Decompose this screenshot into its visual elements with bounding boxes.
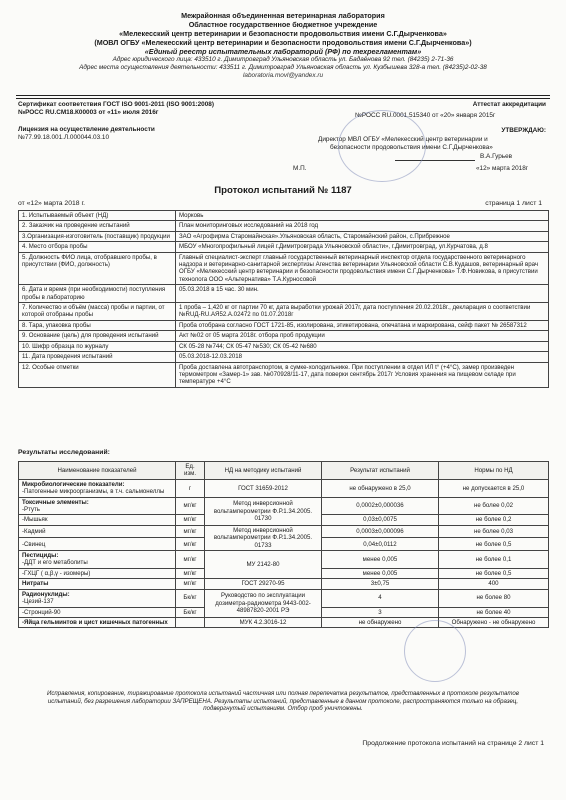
table-row bbox=[19, 303, 549, 321]
header-line: Областное государственное бюджетное учреждение bbox=[188, 20, 378, 29]
unit-cell bbox=[176, 617, 205, 627]
norm-cell: не более 0,5 bbox=[439, 568, 549, 578]
result-cell: 4 bbox=[322, 589, 439, 607]
header-line: Межрайонная объединенная ветеринарная лаборатория bbox=[181, 11, 385, 20]
results-table bbox=[18, 461, 549, 628]
field-value: МБОУ «Многопрофильный лицей г.Димитровграда Ульяновской области», г.Димитровград, ул.Курчатова, д.8 bbox=[176, 242, 549, 252]
indicator-name: -Мышьяк bbox=[19, 515, 176, 525]
result-cell: не обнаружено bbox=[322, 617, 439, 627]
column-header: Нормы по НД bbox=[439, 462, 549, 480]
sample-info-table bbox=[18, 210, 549, 388]
cert-number: №РОСС RU.СМ18.К00003 от «11» июля 2016г bbox=[18, 109, 159, 116]
mp-label: М.П. bbox=[293, 165, 307, 172]
table-row bbox=[19, 362, 549, 387]
unit-cell: мг/кг bbox=[176, 525, 205, 538]
page-number: страница 1 лист 1 bbox=[485, 200, 542, 207]
norm-cell: не более 0,1 bbox=[439, 551, 549, 569]
indicator-name: -ГХЦГ ( α,β,γ - изомеры) bbox=[19, 568, 176, 578]
unit-cell: Бк/кг bbox=[176, 589, 205, 607]
divider bbox=[16, 95, 550, 96]
license-title: Лицензия на осуществление деятельности bbox=[18, 126, 155, 133]
protocol-title: Протокол испытаний № 1187 bbox=[214, 185, 352, 196]
disclaimer: Исправления, копирование, тиражирование протокола испытаний частичная или полная перепечатка результатов, представленных в протоколе результатов испытаний, без разрешения лаборатории ЗАПРЕЩЕНА. Результаты испытаний, представленные в данном протоколе, распространяются только на образец, подвергнутый испытаниям. Отбор проб уничтожены. bbox=[47, 690, 519, 713]
norm-cell: не более 0,02 bbox=[439, 497, 549, 515]
header-line: «Единый реестр испытательных лабораторий (РФ) по техрегламентам» bbox=[144, 47, 422, 56]
indicator-name: -ДДТ и его метаболиты bbox=[22, 559, 88, 567]
field-label: 10. Шифр образца по журналу bbox=[19, 341, 176, 351]
table-row bbox=[19, 285, 549, 303]
result-cell: 0,0002±0,000036 bbox=[322, 497, 439, 515]
field-value: План мониторинговых исследований на 2018 год bbox=[176, 221, 549, 231]
norm-cell: 400 bbox=[439, 579, 549, 589]
table-row bbox=[19, 252, 549, 285]
method-cell: ГОСТ 31659-2012 bbox=[205, 479, 322, 497]
norm-cell: не более 0,2 bbox=[439, 515, 549, 525]
work-address: Адрес места осуществления деятельности: 433511 г. Димитровград Ульяновская область ул. Кузбышева 328-а тел. (84235)2-02-38 bbox=[79, 64, 487, 71]
unit-cell: мг/кг bbox=[176, 497, 205, 515]
protocol-date: от «12» марта 2018 г. bbox=[18, 200, 85, 207]
header-line: (МОВЛ ОГБУ «Мелекесский центр ветеринарии и безопасности продовольствия имени С.Г.Дырченкова») bbox=[94, 38, 472, 47]
indicator-name: -Цезий-137 bbox=[22, 598, 54, 606]
column-header: Результат испытаний bbox=[322, 462, 439, 480]
accreditation-title: Аттестат аккредитации bbox=[472, 101, 546, 108]
method-cell: Метод инверсионной вольтамперометрии Ф.Р.1.34.2005. 01733 bbox=[205, 525, 322, 550]
field-label: 9. Основание (цель) для проведения испытаний bbox=[19, 331, 176, 341]
seal-stamp bbox=[338, 110, 426, 182]
field-label: 4. Место отбора пробы bbox=[19, 242, 176, 252]
table-row bbox=[19, 211, 549, 221]
lab-header bbox=[0, 11, 566, 80]
unit-cell: мг/кг bbox=[176, 568, 205, 578]
license-number: №77.99.18.001.Л.000044.03.10 bbox=[18, 134, 110, 141]
table-row bbox=[19, 589, 549, 607]
method-cell: ГОСТ 29270-95 bbox=[205, 579, 322, 589]
norm-cell: Обнаружено - не обнаружено bbox=[439, 617, 549, 627]
section-label: Токсичные элементы: bbox=[22, 498, 89, 506]
table-row bbox=[19, 352, 549, 362]
section-label: Микробиологические показатели: bbox=[22, 480, 125, 488]
table-row bbox=[19, 341, 549, 351]
indicator-cell bbox=[19, 551, 176, 569]
table-header-row bbox=[19, 462, 549, 480]
field-value: Проба доставлена автотранспортом, в сумке-холодильнике. При поступлении в отдел ИЛ t° (+4°С), замер произведен термометром «Замер-1» зав. №070928/11-17, дата поверки сентябрь 2017г Условия хранения на пищевом складе при температуре +4°С bbox=[176, 362, 549, 387]
approve-line: Директор МВЛ ОГБУ «Мелекесский центр ветеринарии и bbox=[318, 136, 488, 143]
field-label: 8. Тара, упаковка пробы bbox=[19, 320, 176, 330]
indicator-cell bbox=[19, 497, 176, 515]
indicator-name: -Яйца гельминтов и цист кишечных патогенных bbox=[19, 617, 176, 627]
email: laboratoria.movl@yandex.ru bbox=[242, 72, 324, 79]
unit-cell: мг/кг bbox=[176, 538, 205, 551]
field-value: Главный специалист-эксперт главный государственный ветеринарный инспектор отдела государственного ветеринарного надзора и ветеринарно-санитарной экспертизы Агенства ветеринарии Ульяновской области С.В.Кудашов, ветеринарный врач ОГБУ «Мелекесский центр ветеринарии и безопасности продовольствия имени С.Г.Дырченкова» Т.Ф.Новикова, в присутствии технолога ООО «Альтернатива» Т.А.Курносовой bbox=[176, 252, 549, 285]
field-label: 12. Особые отметки bbox=[19, 362, 176, 387]
approve-title: УТВЕРЖДАЮ: bbox=[501, 127, 546, 134]
field-value: Морковь bbox=[176, 211, 549, 221]
indicator-cell bbox=[19, 479, 176, 497]
table-row bbox=[19, 242, 549, 252]
method-cell: МУ 2142-80 bbox=[205, 551, 322, 579]
field-value: 1 проба – 1,420 кг от партии 70 кг, дата выработки урожай 2017г, дата поступления 20.02.2018г., декларация о соответствии №RUД-RU.АЯ52.А.02472 по 01.07.2018г bbox=[176, 303, 549, 321]
indicator-name: -Патогенные микроорганизмы, в т.ч. сальмонеллы bbox=[22, 488, 165, 496]
table-row bbox=[19, 221, 549, 231]
section-label: Радионуклиды: bbox=[22, 590, 70, 598]
result-cell: 0,0003±0,000096 bbox=[322, 525, 439, 538]
field-value: СК 05-28 №744; СК 05-47 №530; СК 05-42 №680 bbox=[176, 341, 549, 351]
result-cell: менее 0,005 bbox=[322, 568, 439, 578]
accreditation-number: №РОСС RU.0001.515340 от «20» января 2015г bbox=[355, 112, 496, 119]
table-row bbox=[19, 320, 549, 330]
table-row bbox=[19, 331, 549, 341]
legal-address: Адрес юридического лица: 433510 г. Димитровград Ульяновская область ул. Бадаёнова 92 тел. (84235) 2-71-36 bbox=[112, 56, 454, 63]
norm-cell: не более 80 bbox=[439, 589, 549, 607]
result-cell: 3±0,75 bbox=[322, 579, 439, 589]
indicator-name: -Кадмий bbox=[19, 525, 176, 538]
indicator-cell bbox=[19, 589, 176, 607]
field-label: 3.Организация-изготовитель (поставщик) продукции bbox=[19, 231, 176, 241]
field-value: 05.03.2018-12.03.2018 bbox=[176, 352, 549, 362]
result-cell: 0,03±0,0075 bbox=[322, 515, 439, 525]
norm-cell: не более 0,5 bbox=[439, 538, 549, 551]
table-row bbox=[19, 231, 549, 241]
method-cell: МУК 4.2.3016-12 bbox=[205, 617, 322, 627]
field-value: Акт №02 от 05 марта 2018г. отбора проб продукции bbox=[176, 331, 549, 341]
field-label: 11. Дата проведения испытаний bbox=[19, 352, 176, 362]
table-row bbox=[19, 497, 549, 515]
column-header: НД на методику испытаний bbox=[205, 462, 322, 480]
indicator-name: -Свинец bbox=[19, 538, 176, 551]
seal-stamp bbox=[404, 620, 466, 682]
unit-cell: мг/кг bbox=[176, 579, 205, 589]
table-row bbox=[19, 617, 549, 627]
cert-title: Сертификат соответствия ГОСТ ISO 9001-2011 (ISO 9001:2008) bbox=[18, 101, 214, 108]
norm-cell: не более 40 bbox=[439, 607, 549, 617]
table-row bbox=[19, 479, 549, 497]
field-value: ЗАО «Агрофирма Старомайнская».Ульяновская область, Старомайнский район, с.Прибрежное bbox=[176, 231, 549, 241]
result-cell: менее 0,005 bbox=[322, 551, 439, 569]
section-label: Пестициды: bbox=[22, 552, 59, 560]
method-cell: Руководство по эксплуатации дозиметра-радиометра 9443-002-48987820-2001 РЭ bbox=[205, 589, 322, 617]
table-row bbox=[19, 525, 549, 538]
result-cell: не обнаружено в 25,0 bbox=[322, 479, 439, 497]
table-row bbox=[19, 579, 549, 589]
divider bbox=[16, 98, 550, 99]
approve-line: безопасности продовольствия имени С.Г.Дырченкова» bbox=[330, 144, 493, 151]
field-value: Проба отобрана согласно ГОСТ 1721-85, изолирована, этикетирована, опечатана и маркирована, сейф пакет № 26587312 bbox=[176, 320, 549, 330]
field-value: 05.03.2018 в 15 час. 30 мин. bbox=[176, 285, 549, 303]
field-label: 5. Должность ФИО лица, отобравшего пробы, в присутствии (ФИО, должность) bbox=[19, 252, 176, 285]
unit-cell: мг/кг bbox=[176, 551, 205, 569]
table-row bbox=[19, 551, 549, 569]
field-label: 2. Заказчик на проведение испытаний bbox=[19, 221, 176, 231]
field-label: 7. Количество и объём (масса) пробы и партии, от которой отобраны пробы bbox=[19, 303, 176, 321]
result-cell: 3 bbox=[322, 607, 439, 617]
column-header: Наименование показателей bbox=[19, 462, 176, 480]
unit-cell: г bbox=[176, 479, 205, 497]
field-label: 1. Испытываемый объект (НД) bbox=[19, 211, 176, 221]
column-header: Ед. изм. bbox=[176, 462, 205, 480]
indicator-name: -Ртуть bbox=[22, 506, 40, 514]
unit-cell: Бк/кг bbox=[176, 607, 205, 617]
signer-name: В.А.Гурьев bbox=[480, 153, 513, 160]
continuation-note: Продолжение протокола испытаний на странице 2 лист 1 bbox=[362, 740, 544, 747]
indicator-name: Нитраты bbox=[19, 579, 176, 589]
header-line: «Мелекесский центр ветеринарии и безопасности продовольствия имени С.Г.Дырченкова» bbox=[119, 29, 447, 38]
unit-cell: мг/кг bbox=[176, 515, 205, 525]
norm-cell: не более 0,03 bbox=[439, 525, 549, 538]
result-cell: 0,04±0,0112 bbox=[322, 538, 439, 551]
approve-date: «12» марта 2018г bbox=[476, 165, 529, 172]
method-cell: Метод инверсионной вольтамперометрии Ф.Р.1.34.2005. 01730 bbox=[205, 497, 322, 525]
results-title: Результаты исследований: bbox=[18, 449, 110, 456]
norm-cell: не допускается в 25,0 bbox=[439, 479, 549, 497]
indicator-name: -Стронций-90 bbox=[19, 607, 176, 617]
field-label: 6. Дата и время (при необходимости) поступления пробы в лабораторию bbox=[19, 285, 176, 303]
